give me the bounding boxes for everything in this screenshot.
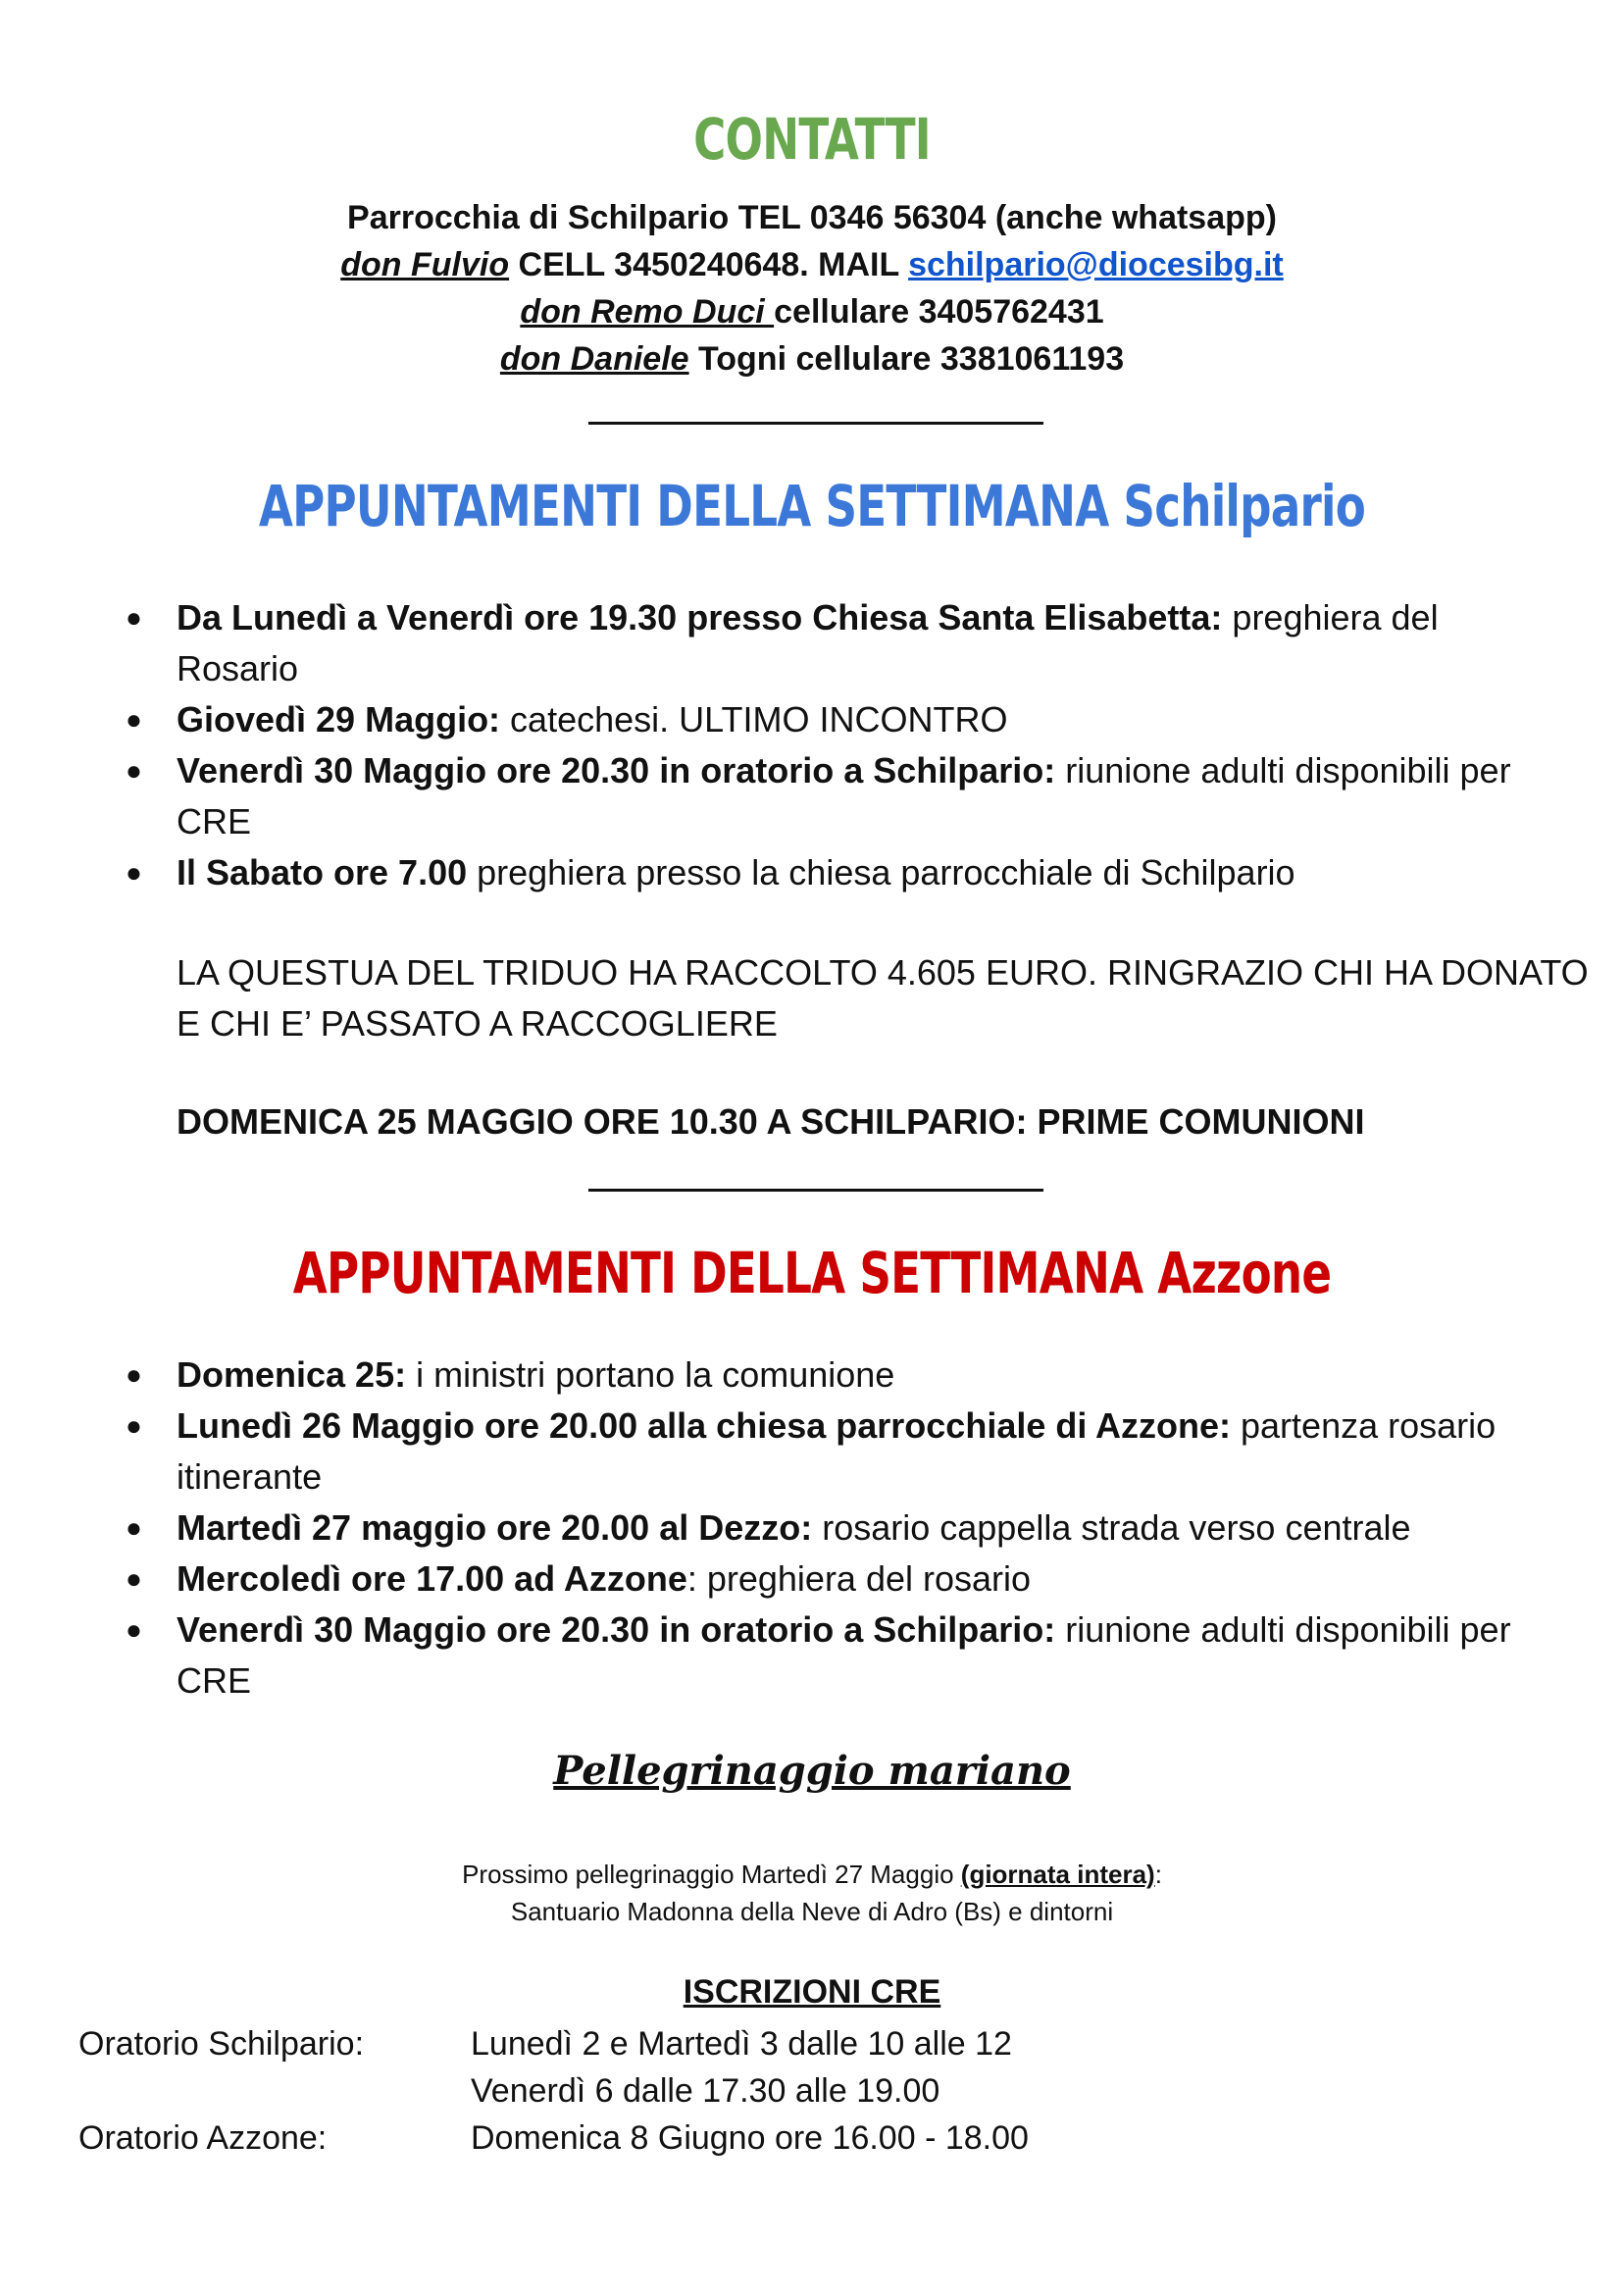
list-item: ● Martedì 27 maggio ore 20.00 al Dezzo: rosario cappella strada verso centrale bbox=[126, 1503, 1557, 1554]
bullet-icon: ● bbox=[126, 1614, 142, 1645]
contatti-line-parrocchia bbox=[0, 194, 1624, 241]
cre-azzone-line-1: Domenica 8 Giugno ore 16.00 - 18.00 bbox=[471, 2119, 1029, 2157]
divider-rule-1 bbox=[588, 422, 1043, 425]
azzone-list bbox=[126, 1350, 1557, 1707]
bullet-icon: ● bbox=[126, 755, 142, 786]
don-remo-name: don Remo Duci bbox=[520, 293, 775, 331]
list-item: ● Lunedì 26 Maggio ore 20.00 alla chiesa parrocchiale di Azzone: partenza rosario itinerante bbox=[126, 1401, 1557, 1503]
bullet-icon: ● bbox=[126, 1563, 142, 1594]
list-item: ● Giovedì 29 Maggio: catechesi. ULTIMO INCONTRO bbox=[126, 694, 1557, 745]
don-daniele-name: don Daniele bbox=[499, 340, 689, 378]
bullet-icon: ● bbox=[126, 1512, 142, 1543]
contatti-title: CONTATTI bbox=[693, 106, 931, 173]
contatti-line-fulvio bbox=[0, 241, 1624, 288]
azzone-title: APPUNTAMENTI DELLA SETTIMANA Azzone bbox=[292, 1240, 1332, 1306]
don-fulvio-contact: CELL 3450240648. MAIL bbox=[509, 246, 909, 283]
email-link[interactable]: schilpario@diocesibg.it bbox=[908, 246, 1284, 283]
pellegrinaggio-title: Pellegrinaggio mariano bbox=[553, 1748, 1071, 1794]
list-item: ● Venerdì 30 Maggio ore 20.30 in oratorio a Schilpario: riunione adulti disponibili per CRE bbox=[126, 1605, 1557, 1707]
cre-azzone-label: Oratorio Azzone: bbox=[78, 2119, 328, 2157]
don-daniele-contact: Togni cellulare 3381061193 bbox=[688, 340, 1125, 378]
parrocchia-phone-text: Parrocchia di Schilpario TEL 0346 56304 (anche whatsapp) bbox=[347, 199, 1277, 236]
divider-rule-2 bbox=[588, 1189, 1043, 1192]
list-item: ● Il Sabato ore 7.00 preghiera presso la chiesa parrocchiale di Schilpario bbox=[126, 847, 1557, 898]
don-remo-contact: cellulare 3405762431 bbox=[774, 293, 1104, 331]
bullet-icon: ● bbox=[126, 704, 142, 735]
cre-schilpario-label: Oratorio Schilpario: bbox=[78, 2025, 365, 2063]
cre-schilpario-line-2: Venerdì 6 dalle 17.30 alle 19.00 bbox=[471, 2072, 940, 2110]
contatti-line-daniele bbox=[0, 335, 1624, 382]
bullet-icon: ● bbox=[126, 1359, 142, 1390]
cre-title: ISCRIZIONI CRE bbox=[683, 1973, 941, 2011]
bullet-icon: ● bbox=[126, 602, 142, 633]
giornata-intera-text: (giornata intera) bbox=[960, 1860, 1155, 1889]
bullet-icon: ● bbox=[126, 1410, 142, 1441]
list-item: ● Domenica 25: i ministri portano la comunione bbox=[126, 1350, 1557, 1401]
don-fulvio-name: don Fulvio bbox=[340, 246, 510, 283]
cre-schilpario-line-1: Lunedì 2 e Martedì 3 dalle 10 alle 12 bbox=[471, 2025, 1012, 2063]
schilpario-title: APPUNTAMENTI DELLA SETTIMANA Schilpario bbox=[258, 473, 1366, 539]
list-item: ● Venerdì 30 Maggio ore 20.30 in oratorio a Schilpario: riunione adulti disponibili per CRE bbox=[126, 745, 1557, 847]
schilpario-list bbox=[126, 592, 1557, 898]
bullet-icon: ● bbox=[126, 857, 142, 888]
pellegrinaggio-line-2: Santuario Madonna della Neve di Adro (Bs) e dintorni bbox=[510, 1897, 1114, 1926]
prime-comunioni-note: DOMENICA 25 MAGGIO ORE 10.30 A SCHILPARIO: PRIME COMUNIONI bbox=[177, 1101, 1365, 1142]
list-item: ● Mercoledì ore 17.00 ad Azzone: preghiera del rosario bbox=[126, 1554, 1557, 1605]
contatti-line-remo bbox=[0, 288, 1624, 335]
pellegrinaggio-line-1: Prossimo pellegrinaggio Martedì 27 Maggio (giornata intera): bbox=[462, 1860, 1162, 1889]
questua-note: LA QUESTUA DEL TRIDUO HA RACCOLTO 4.605 EURO. RINGRAZIO CHI HA DONATO E CHI E’ PASSATO A RACCOGLIERE bbox=[177, 952, 1589, 1044]
list-item: ● Da Lunedì a Venerdì ore 19.30 presso Chiesa Santa Elisabetta: preghiera del Rosario bbox=[126, 592, 1557, 694]
